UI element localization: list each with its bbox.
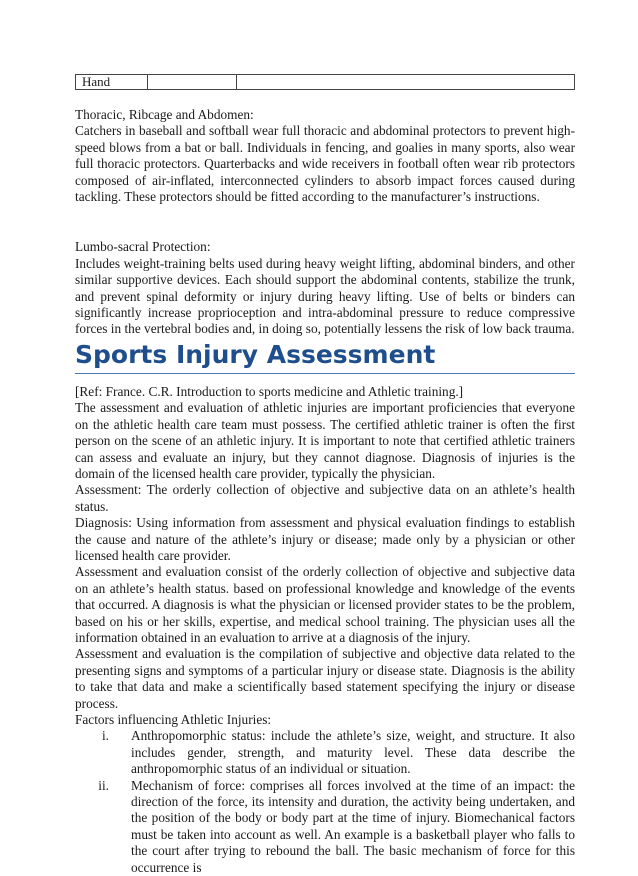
list-item-text: Anthropomorphic status: include the athlete’s size, weight, and structure. It also includes gender, strength, and maturity level. These data describe the anthropomorphic status of an individual or situation. bbox=[131, 728, 575, 777]
protective-equipment-table bbox=[75, 74, 575, 90]
diagnosis-definition: Diagnosis: Using information from assessment and physical evaluation findings to establish the cause and nature of the athlete’s injury or disease; made only by a physician or other licensed health care provider. bbox=[75, 515, 575, 563]
list-item-text: Mechanism of force: comprises all forces involved at the time of an impact: the direction of the force, its intensity and duration, the activity being undertaken, and the position of the body or body part at the time of injury. Biomechanical factors must be taken into account as well. An example is a basketball player who falls to the court after trying to rebound the ball. The basic mechanism of force for this occurrence is bbox=[131, 777, 575, 875]
table-row bbox=[76, 75, 575, 90]
assessment-paragraph-2: Assessment and evaluation consist of the orderly collection of objective and subjective data on an athlete’s health status. based on professional knowledge and knowledge of the events that occurred. A diagnosis is what the physician or licensed provider states to be the problem, based on his or her skills, expertise, and medical school training. The physician uses all the information obtained in an evaluation to arrive at a diagnosis of the injury. bbox=[75, 564, 575, 645]
reference-line: [Ref: France. C.R. Introduction to sports medicine and Athletic training.] bbox=[75, 383, 464, 399]
thoracic-title: Thoracic, Ribcage and Abdomen: bbox=[75, 107, 254, 122]
assessment-definition: Assessment: The orderly collection of objective and subjective data on an athlete’s health status. bbox=[75, 482, 575, 514]
lumbo-body: Includes weight-training belts used during heavy weight lifting, abdominal binders, and other similar supportive devices. Each should support the abdominal contents, stabilize the trunk, and prevent spinal deformity or injury during heavy lifting. Use of belts or binders can significantly increase proprioception and intra-abdominal pressure to reduce compressive forces in the vertebral bodies and, in doing so, potentially lessens the risk of low back trauma. bbox=[75, 255, 575, 337]
list-item-number: ii. bbox=[98, 777, 109, 793]
section-heading: Sports Injury Assessment bbox=[75, 340, 575, 374]
assessment-paragraph-3: Assessment and evaluation is the compilation of subjective and objective data related to the presenting signs and symptoms of a particular injury or disease state. Diagnosis is the ability to take that data and make a scientifically based statement specifying the injury or disease process. bbox=[75, 646, 575, 711]
factors-list bbox=[75, 728, 575, 876]
document-page bbox=[75, 74, 575, 876]
thoracic-body: Catchers in baseball and softball wear full thoracic and abdominal protectors to prevent high-speed blows from a bat or ball. Individuals in fencing, and goalies in many sports, also wear full thoracic protectors. Quarterbacks and wide receivers in football often wear rib protectors composed of air-inflated, interconnected cylinders to absorb impact forces caused during tackling. These protectors should be fitted according to the manufacturer’s instructions. bbox=[75, 123, 575, 205]
table-cell-label: Hand bbox=[76, 75, 148, 90]
assessment-paragraph-1: The assessment and evaluation of athletic injuries are important proficiencies that everyone on the athletic health care team must possess. The certified athletic trainer is often the first person on the scene of an athletic injury. It is important to note that certified athletic trainers can assess and evaluate an injury, but they cannot diagnose. Diagnosis of injuries is the domain of the licensed health care provider, typically the physician. bbox=[75, 400, 575, 481]
list-item-number: i. bbox=[101, 728, 109, 744]
table-cell-empty bbox=[148, 75, 237, 90]
lumbo-title: Lumbo-sacral Protection: bbox=[75, 239, 211, 255]
list-item bbox=[75, 728, 575, 777]
factors-title: Factors influencing Athletic Injuries: bbox=[75, 712, 272, 727]
list-item bbox=[75, 778, 575, 876]
table-cell-empty bbox=[237, 75, 575, 90]
